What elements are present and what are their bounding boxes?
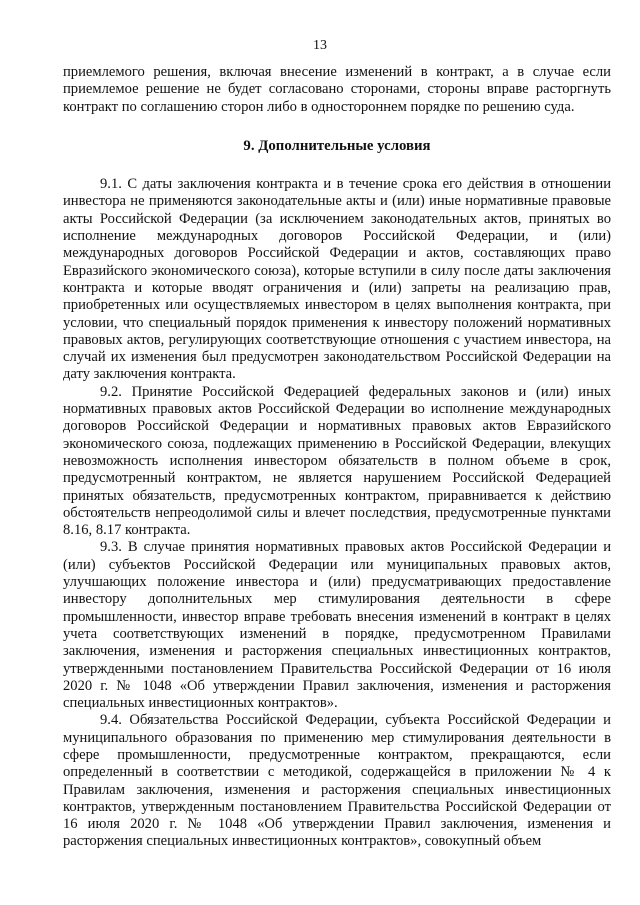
paragraph-9-2: 9.2. Принятие Российской Федерацией федеральных законов и (или) иных нормативных правовых актов Российской Федерации во исполнение международных договоров Российской Федерации и нормативных правовых актов Евразийского экономического союза, подлежащих применению в Российской Федерации, влекущих невозможность исполнения инвестором обязательств в полном объеме в срок, предусмотренный контрактом, не является нарушением Российской Федерацией принятых обязательств, предусмотренных контрактом, приравнивается к действию обстоятельств непреодолимой силы и влечет последствия, предусмотренные пунктами 8.16, 8.17 контракта. bbox=[63, 383, 611, 539]
page-number: 13 bbox=[313, 38, 327, 53]
paragraph-9-1: 9.1. С даты заключения контракта и в течение срока его действия в отношении инвестора не применяются законодательные акты и (или) иные нормативные правовые акты Российской Федерации (за исключением законодательных актов, принятых во исполнение международных договоров Российской Федерации, и (или) международных договоров Российской Федерации и актов, составляющих право Евразийского экономического союза), которые вступили в силу после даты заключения контракта и которые вводят ограничения и (или) запреты на реализацию прав, приобретенных или осуществляемых инвестором в целях выполнения контракта, при условии, что специальный порядок применения к инвестору положений нормативных правовых актов, регулирующих соответствующие отношения с участием инвестора, на случай их изменения был предусмотрен законодательством Российской Федерации на дату заключения контракта. bbox=[63, 176, 611, 383]
paragraph-9-3: 9.3. В случае принятия нормативных правовых актов Российской Федерации и (или) субъектов Российской Федерации или муниципальных правовых актов, улучшающих положение инвестора и (или) предусматривающих предоставление инвестору дополнительных мер стимулирования деятельности в сфере промышленности, инвестор вправе требовать внесения изменений в контракт в целях учета соответствующих изменений в порядке, предусмотренном Правилами заключения, изменения и расторжения специальных инвестиционных контрактов, утвержденными постановлением Правительства Российской Федерации от 16 июля 2020 г. № 1048 «Об утверждении Правил заключения, изменения и расторжения специальных инвестиционных контрактов». bbox=[63, 539, 611, 712]
document-body bbox=[63, 64, 611, 851]
paragraph-9-4: 9.4. Обязательства Российской Федерации, субъекта Российской Федерации и муниципального образования по применению мер стимулирования деятельности в сфере промышленности, предусмотренные контрактом, прекращаются, если определенный в соответствии с методикой, содержащейся в приложении № 4 к Правилам заключения, изменения и расторжения специальных инвестиционных контрактов, утвержденным постановлением Правительства Российской Федерации от 16 июля 2020 г. № 1048 «Об утверждении Правил заключения, изменения и расторжения специальных инвестиционных контрактов», совокупный объем bbox=[63, 712, 611, 850]
section-heading: 9. Дополнительные условия bbox=[243, 137, 431, 154]
intro-paragraph: приемлемого решения, включая внесение изменений в контракт, а в случае если приемлемое решение не будет согласовано сторонами, стороны вправе расторгнуть контракт по соглашению сторон либо в одностороннем порядке по решению суда. bbox=[63, 64, 611, 115]
